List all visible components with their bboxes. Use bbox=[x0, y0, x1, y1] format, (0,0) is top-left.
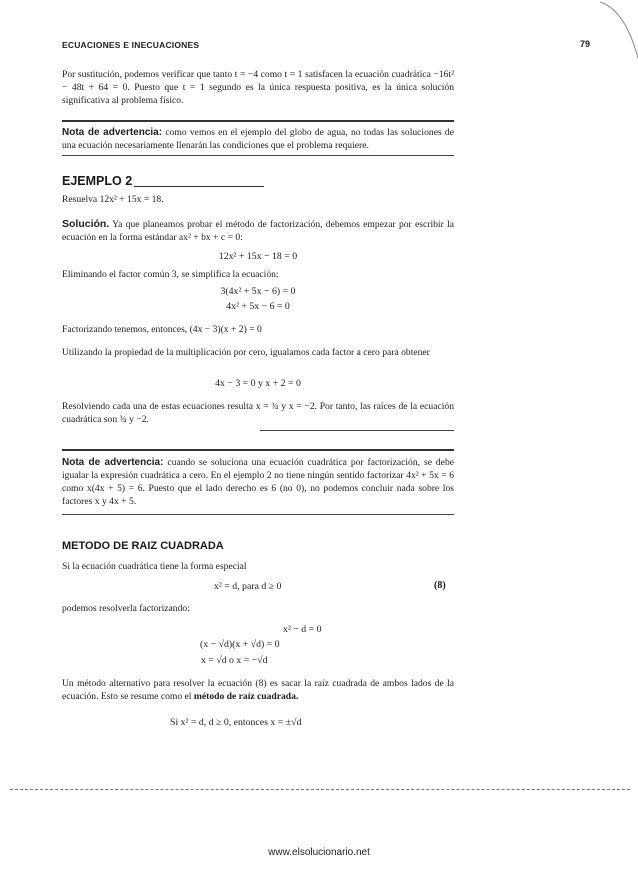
note2-label: Nota de advertencia: bbox=[62, 457, 164, 468]
note1-top-rule bbox=[62, 120, 454, 122]
equation-roots: x = √d o x = −√d bbox=[201, 655, 268, 666]
note1-bottom-rule bbox=[62, 155, 454, 156]
equation-factors-zero: 4x − 3 = 0 y x + 2 = 0 bbox=[215, 378, 301, 389]
square-root-rule: Si x² = d, d ≥ 0, entonces x = ±√d bbox=[170, 717, 302, 728]
factor-text: podemos resolverla factorizando: bbox=[62, 603, 190, 614]
note2 bbox=[62, 456, 454, 508]
intro-paragraph: Por sustitución, podemos verificar que tanto t = −4 como t = 1 satisfacen la ecuación cuadrática −16t² − 48t + 64 = 0. Puesto que t = 1 segundo es la única respuesta positiva, es la única solución significativa al problema físico. bbox=[62, 69, 454, 106]
page-corner-curve bbox=[600, 0, 638, 60]
solution-text: Ya que planeamos probar el método de factorización, debemos empezar por escribir la ecuación en la forma estándar ax² + bx + c = 0: bbox=[62, 219, 454, 243]
note1 bbox=[62, 126, 454, 152]
example-statement: Resuelva 12x² + 15x = 18. bbox=[62, 194, 164, 205]
equation-factored: (x − √d)(x + √d) = 0 bbox=[200, 639, 280, 650]
page-bottom-edge bbox=[10, 789, 630, 790]
solution-paragraph bbox=[62, 218, 454, 244]
alternative-method-text bbox=[62, 677, 454, 703]
section-intro: Si la ecuación cuadrática tiene la forma especial bbox=[62, 561, 247, 572]
example-heading-rule bbox=[134, 186, 264, 187]
method-term: método de raíz cuadrada. bbox=[193, 691, 299, 702]
footer-url: www.elsolucionario.net bbox=[268, 847, 370, 858]
equation-simplified: 4x² + 5x − 6 = 0 bbox=[226, 301, 290, 312]
zero-property-text: Utilizando la propiedad de la multiplicación por cero, igualamos cada factor a cero para obtener bbox=[62, 347, 430, 358]
alternative-method-prefix: Un método alternativo para resolver la ecuación (8) es sacar la raíz cuadrada de ambos lados de la ecuación. Esto se resume como el bbox=[62, 678, 454, 702]
note1-text: como vemos en el ejemplo del globo de agua, no todas las soluciones de una ecuación necesariamente llenarán las condiciones que el problema requiere. bbox=[62, 127, 454, 151]
section-heading: METODO DE RAIZ CUADRADA bbox=[62, 540, 224, 552]
note1-label: Nota de advertencia: bbox=[62, 127, 163, 138]
example-end-rule bbox=[260, 430, 454, 431]
eliminating-text: Eliminando el factor común 3, se simplifica la ecuación: bbox=[62, 269, 279, 280]
result-text: Resolviendo cada una de estas ecuaciones resulta x = ¾ y x = −2. Por tanto, las raíces de la ecuación cuadrática son ¾ y −2. bbox=[62, 401, 454, 425]
solution-label: Solución. bbox=[62, 218, 110, 230]
equation-number: (8) bbox=[434, 580, 446, 591]
equation-difference: x² − d = 0 bbox=[283, 624, 322, 635]
running-header-title: ECUACIONES E INECUACIONES bbox=[62, 40, 200, 50]
note2-bottom-rule bbox=[62, 514, 454, 515]
note2-top-rule bbox=[62, 449, 454, 451]
equation-special-form: x² = d, para d ≥ 0 bbox=[214, 581, 282, 592]
factoring-text: Factorizando tenemos, entonces, (4x − 3)(x + 2) = 0 bbox=[62, 324, 262, 335]
equation-factor-three: 3(4x² + 5x − 6) = 0 bbox=[220, 286, 296, 297]
page-number: 79 bbox=[580, 39, 591, 49]
equation-standard-form: 12x² + 15x − 18 = 0 bbox=[218, 251, 298, 262]
example-heading: EJEMPLO 2 bbox=[62, 174, 133, 188]
note2-text: cuando se soluciona una ecuación cuadrática por factorización, se debe igualar la expresión cuadrática a cero. En el ejemplo 2 no tiene ningún sentido factorizar 4x² + 5x = 6 como x(4x + 5) = 6. Puesto que el lado derecho es 6 (no 0), no podemos concluir nada sobre los factores x y 4x + 5. bbox=[62, 457, 454, 507]
